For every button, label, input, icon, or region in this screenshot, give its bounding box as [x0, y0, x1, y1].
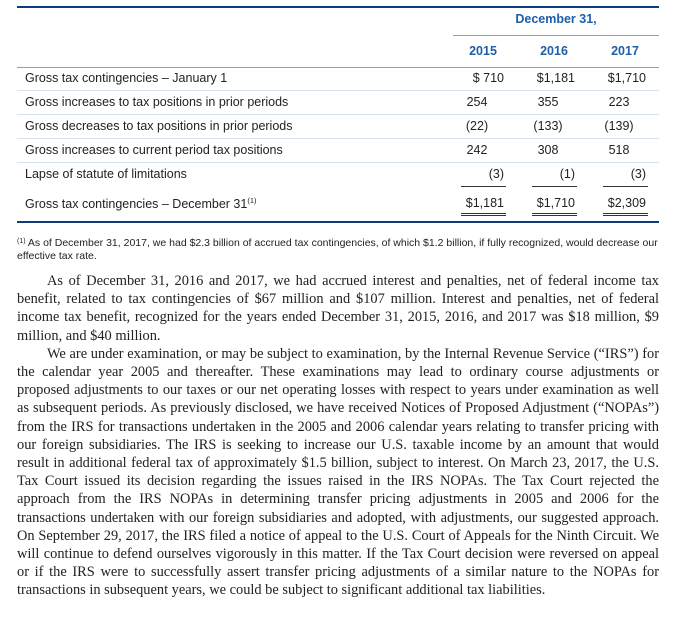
group-header-rule — [453, 35, 659, 36]
subtotal-underline-2015 — [461, 186, 506, 187]
table-bottom-rule — [17, 221, 659, 223]
year-header-2017: 2017 — [611, 44, 639, 58]
row-label: Lapse of statute of limitations — [25, 167, 187, 181]
table-row-increases-prior — [17, 91, 659, 115]
cell-2016: 355 — [537, 95, 559, 109]
cell-2015: 254 — [466, 95, 488, 109]
cell-2017: 223 — [608, 95, 630, 109]
body-text — [17, 272, 659, 600]
row-label: Gross increases to current period tax positions — [25, 143, 283, 157]
cell-2017: (3) — [630, 167, 646, 181]
table-row-jan-1 — [17, 67, 659, 91]
year-header-2016: 2016 — [540, 44, 568, 58]
row-label: Gross tax contingencies – December 31$^{(1)}$ — [25, 196, 257, 211]
footnote-marker: (1) — [247, 196, 257, 205]
cell-2016: $1,710 — [536, 196, 575, 210]
cell-2015: $ 710 — [472, 71, 504, 85]
year-header-2015: 2015 — [469, 44, 497, 58]
row-label: Gross tax contingencies – January 1 — [25, 71, 228, 85]
total-double-underline-2015 — [461, 213, 506, 216]
cell-2017: (139) — [604, 119, 634, 133]
cell-2016: (1) — [559, 167, 575, 181]
table-row-lapse — [17, 163, 659, 187]
paragraph-irs-examination: We are under examination, or may be subject to examination, by the Internal Revenue Service (“IRS”) for the calendar year 2005 and thereafter. These examinations may lead to ordinary course adjustments or proposed adjustments to our taxes or our net operating losses with respect to years under examination as well as subsequent periods. As previously disclosed, we have received Notices of Proposed Adjustment (“NOPAs”) from the IRS for transactions undertaken in the 2005 and 2006 calendar years relating to transfer pricing with our foreign subsidiaries. The IRS is seeking to increase our U.S. taxable income by an amount that would result in additional federal tax of approximately $1.5 billion, subject to interest. On March 23, 2017, the U.S. Tax Court issued its decision regarding the issues raised in the IRS NOPAs. The Tax Court rejected the approach from the IRS NOPAs in determining transfer pricing adjustments in 2005 and 2006 for the transactions undertaken with our foreign subsidiaries and adopted, with adjustments, our suggested approach. On September 29, 2017, the IRS filed a notice of appeal to the U.S. Court of Appeals for the Ninth Circuit. We will continue to defend ourselves vigorously in this matter. If the Tax Court decision were reversed on appeal or if the IRS were to successfully assert transfer pricing adjustments of a similar nature to the NOPAs for transactions in subsequent years, we could be subject to significant additional tax liabilities. — [17, 345, 659, 599]
footnote-number: (1) — [17, 238, 26, 245]
subtotal-underline-2016 — [532, 186, 577, 187]
table-row-decreases-prior — [17, 115, 659, 139]
cell-2017: 518 — [608, 143, 630, 157]
cell-2016: (133) — [533, 119, 563, 133]
cell-2017: $1,710 — [607, 71, 646, 85]
cell-2017: $2,309 — [607, 196, 646, 210]
cell-2016: $1,181 — [536, 71, 575, 85]
row-label: Gross increases to tax positions in prior periods — [25, 95, 289, 109]
cell-2015: (3) — [488, 167, 504, 181]
group-header-december-31: December 31, — [515, 12, 597, 26]
table-footnote — [17, 235, 659, 263]
cell-2015: $1,181 — [465, 196, 504, 210]
cell-2015: (22) — [465, 119, 489, 133]
table-top-rule — [17, 6, 659, 8]
subtotal-underline-2017 — [603, 186, 648, 187]
paragraph-interest-penalties: As of December 31, 2016 and 2017, we had accrued interest and penalties, net of federal income tax benefit, related to tax contingencies of $67 million and $107 million. Interest and penalties, net of federal income tax benefit, recognized for the years ended December 31, 2015, 2016, and 2017 was $18 million, $9 million, and $40 million. — [17, 273, 659, 344]
footnote-text: As of December 31, 2017, we had $2.3 billion of accrued tax contingencies, of which $1.2 billion, if fully recognized, would decrease our effective tax rate. — [17, 237, 658, 262]
cell-2015: 242 — [466, 143, 488, 157]
table-row-increases-current — [17, 139, 659, 163]
total-double-underline-2017 — [603, 213, 648, 216]
total-double-underline-2016 — [532, 213, 577, 216]
cell-2016: 308 — [537, 143, 559, 157]
row-label: Gross decreases to tax positions in prior periods — [25, 119, 293, 133]
